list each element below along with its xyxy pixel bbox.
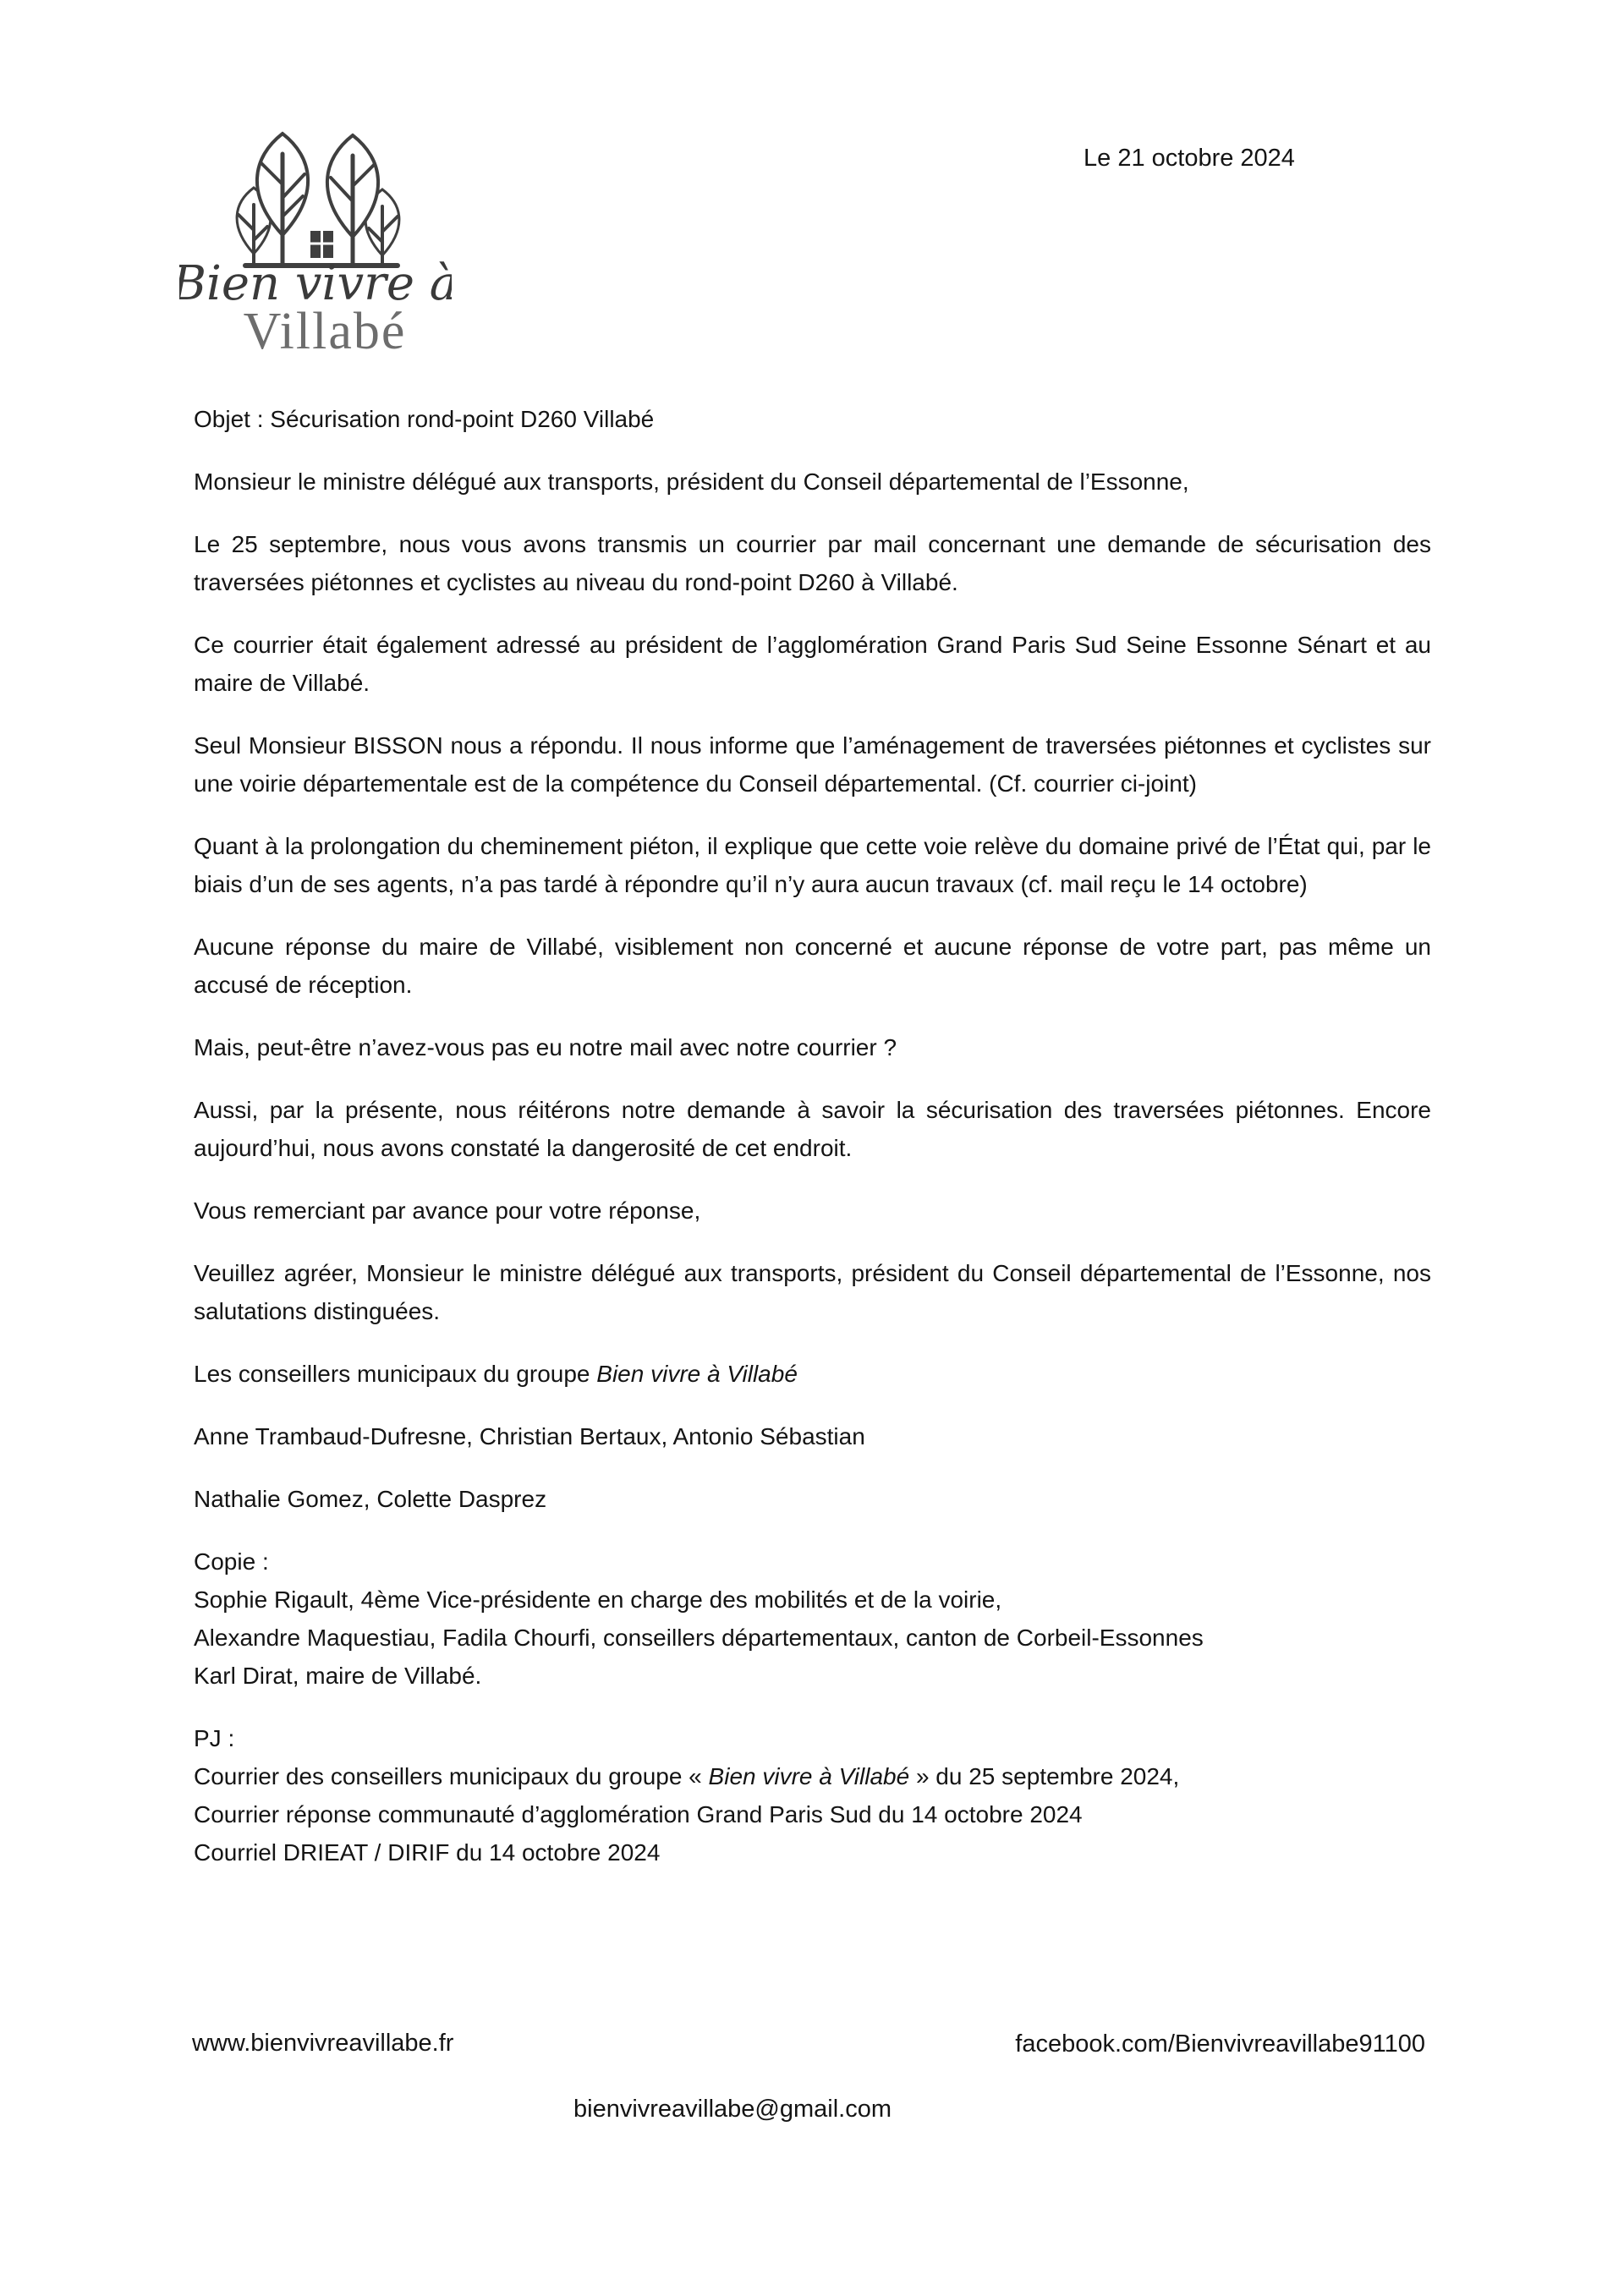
signature-group-name: Bien vivre à Villabé [596,1361,798,1387]
copy-line-2: Alexandre Maquestiau, Fadila Chourfi, conseillers départementaux, canton de Corbeil-Essonnes [194,1625,1204,1651]
letter-date: Le 21 octobre 2024 [1084,145,1295,172]
paragraph-6: Mais, peut-être n’avez-vous pas eu notre mail avec notre courrier ? [194,1034,897,1060]
attachment-item-1-suffix: » du 25 septembre 2024, [909,1763,1180,1789]
copy-block [194,1543,1431,1695]
attachment-item-1-prefix: Courrier des conseillers municipaux du groupe « [194,1763,709,1789]
attachment-item-3: Courriel DRIEAT / DIRIF du 14 octobre 2024 [194,1839,661,1866]
signature-names-line-2: Nathalie Gomez, Colette Dasprez [194,1486,547,1512]
salutation-line: Monsieur le ministre délégué aux transports, président du Conseil départemental de l’Essonne, [194,469,1189,495]
copy-label: Copie : [194,1548,269,1575]
paragraph-7: Aussi, par la présente, nous réitérons notre demande à savoir la sécurisation des traversées piétonnes. Encore aujourd’hui, nous avons constaté la dangerosité de cet endroit. [194,1097,1431,1161]
organization-logo [179,117,452,364]
signature-group-prefix: Les conseillers municipaux du groupe [194,1361,597,1387]
letter-body [194,400,1431,1896]
paragraph-5: Aucune réponse du maire de Villabé, visiblement non concerné et aucune réponse de votre part, pas même un accusé de réception. [194,934,1431,998]
paragraph-3: Seul Monsieur BISSON nous a répondu. Il nous informe que l’aménagement de traversées piétonnes et cyclistes sur une voirie départementale est de la compétence du Conseil départemental. (Cf. courrier ci-joint) [194,732,1431,797]
paragraph-4: Quant à la prolongation du cheminement piéton, il explique que cette voie relève du domaine privé de l’État qui, par le biais d’un de ses agents, n’a pas tardé à répondre qu’il n’y aura aucun travaux (cf. mail reçu le 14 octobre) [194,833,1431,897]
attachment-item-1-group-name: Bien vivre à Villabé [708,1763,910,1789]
paragraph-8: Vous remerciant par avance pour votre réponse, [194,1197,701,1224]
subject-line: Objet : Sécurisation rond-point D260 Villabé [194,406,655,432]
logo-town-text: Villabé [243,303,407,360]
facebook-url: facebook.com/Bienvivreavillabe91100 [1015,2030,1425,2058]
website-url: www.bienvivreavillabe.fr [192,2030,454,2057]
attachment-item-1 [194,1757,1431,1795]
attachments-label: PJ : [194,1725,235,1751]
email-address: bienvivreavillabe@gmail.com [573,2096,892,2123]
logo-script-text: Bien vivre à [179,256,452,311]
attachment-item-2: Courrier réponse communauté d’agglomération Grand Paris Sud du 14 octobre 2024 [194,1801,1083,1827]
copy-line-3: Karl Dirat, maire de Villabé. [194,1663,482,1689]
signature-names-line-1: Anne Trambaud-Dufresne, Christian Bertaux, Antonio Sébastian [194,1423,865,1449]
attachments-block [194,1719,1431,1871]
logo-house-window [310,231,333,258]
signature-group-line [194,1355,1431,1393]
logo-trees-graphic [179,117,452,364]
paragraph-2: Ce courrier était également adressé au président de l’agglomération Grand Paris Sud Seine Essonne Sénart et au maire de Villabé. [194,632,1431,696]
paragraph-9: Veuillez agréer, Monsieur le ministre délégué aux transports, président du Conseil départemental de l’Essonne, nos salutations distinguées. [194,1260,1431,1324]
paragraph-1: Le 25 septembre, nous vous avons transmis un courrier par mail concernant une demande de sécurisation des traversées piétonnes et cyclistes au niveau du rond-point D260 à Villabé. [194,531,1431,595]
copy-line-1: Sophie Rigault, 4ème Vice-présidente en charge des mobilités et de la voirie, [194,1586,1002,1613]
